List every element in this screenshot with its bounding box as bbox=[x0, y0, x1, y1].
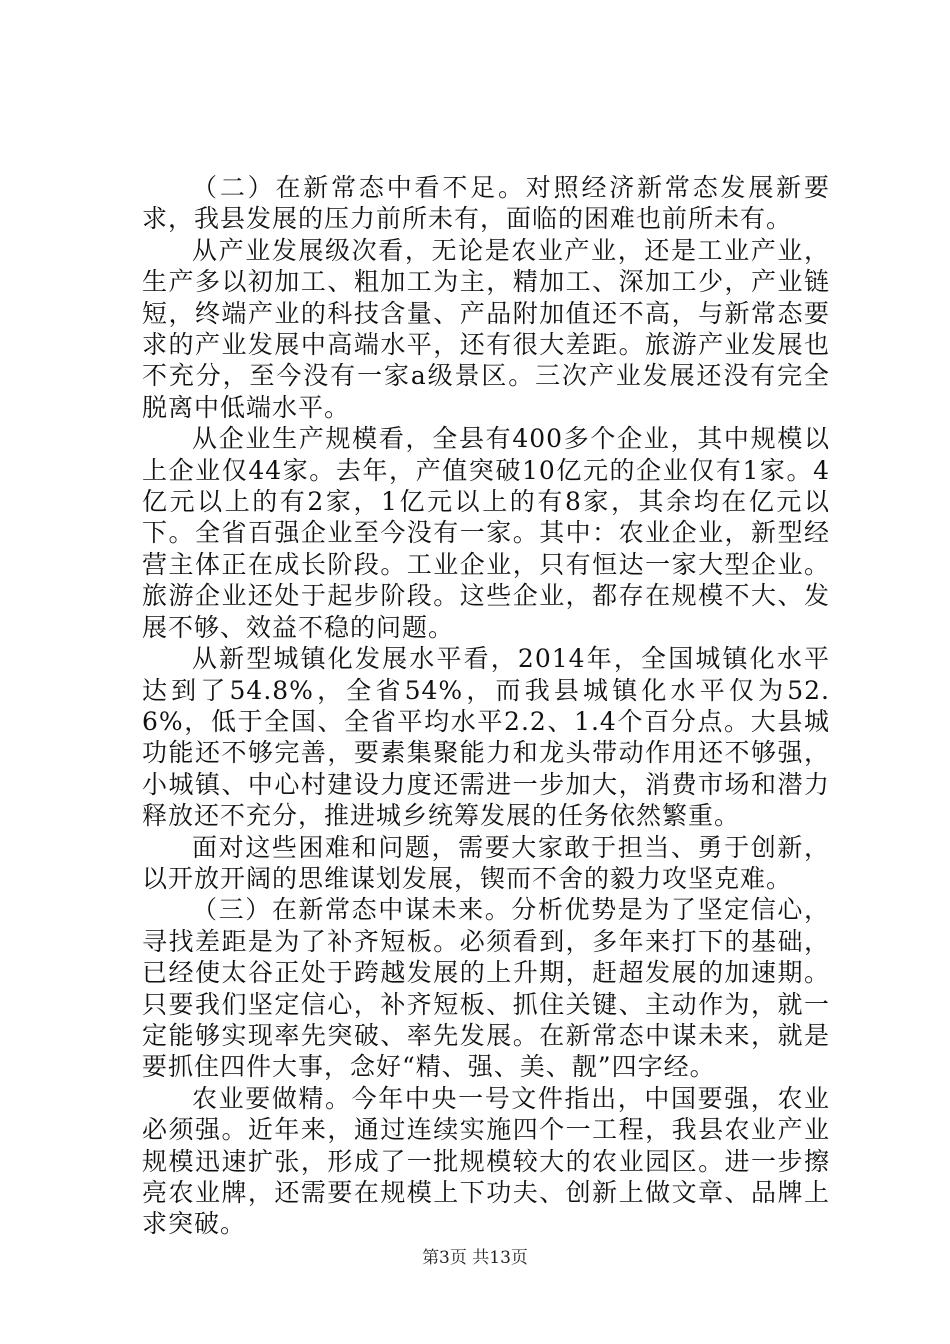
page-number-footer: 第3页 共13页 bbox=[422, 1248, 528, 1268]
paragraph-industry-level: 从产业发展级次看，无论是农业产业，还是工业产业，生产多以初加工、粗加工为主，精加工、深加工少，产业链短，终端产业的科技含量、产品附加值还不高，与新常态要求的产业发展中高端水平，还有很大差距。旅游产业发展也不充分，至今没有一家a级景区。三次产业发展还没有完全脱离中低端水平。 bbox=[142, 235, 830, 422]
paragraph-agriculture: 农业要做精。今年中央一号文件指出，中国要强，农业必须强。近年来，通过连续实施四个一工程，我县农业产业规模迅速扩张，形成了一批规模较大的农业园区。进一步擦亮农业牌，还需要在规模上下功夫、创新上做文章、品牌上求突破。 bbox=[142, 1083, 830, 1239]
paragraph-facing-difficulties: 面对这些困难和问题，需要大家敢于担当、勇于创新，以开放开阔的思维谋划发展，锲而不舍的毅力攻坚克难。 bbox=[142, 832, 830, 893]
paragraph-section-two-heading: （二）在新常态中看不足。对照经济新常态发展新要求，我县发展的压力前所未有，面临的困难也前所未有。 bbox=[142, 173, 830, 234]
paragraph-enterprise-scale: 从企业生产规模看，全县有400多个企业，其中规模以上企业仅44家。去年，产值突破10亿元的企业仅有1家。4亿元以上的有2家，1亿元以上的有8家，其余均在亿元以下。全省百强企业至今没有一家。其中：农业企业，新型经营主体正在成长阶段。工业企业，只有恒达一家大型企业。旅游企业还处于起步阶段。这些企业，都存在规模不大、发展不够、效益不稳的问题。 bbox=[142, 424, 830, 642]
paragraph-section-three-heading: （三）在新常态中谋未来。分析优势是为了坚定信心，寻找差距是为了补齐短板。必须看到，多年来打下的基础，已经使太谷正处于跨越发展的上升期，赶超发展的加速期。只要我们坚定信心，补齐短板、抓住关键、主动作为，就一定能够实现率先突破、率先发展。在新常态中谋未来，就是要抓住四件大事，念好“精、强、美、靓”四字经。 bbox=[142, 895, 830, 1082]
document-body bbox=[142, 172, 830, 1240]
paragraph-urbanization: 从新型城镇化发展水平看，2014年，全国城镇化水平达到了54.8%，全省54%，而我县城镇化水平仅为52.6%，低于全国、全省平均水平2.2、1.4个百分点。大县城功能还不够完善，要素集聚能力和龙头带动作用还不够强，小城镇、中心村建设力度还需进一步加大，消费市场和潜力释放还不充分，推进城乡统筹发展的任务依然繁重。 bbox=[142, 644, 830, 831]
